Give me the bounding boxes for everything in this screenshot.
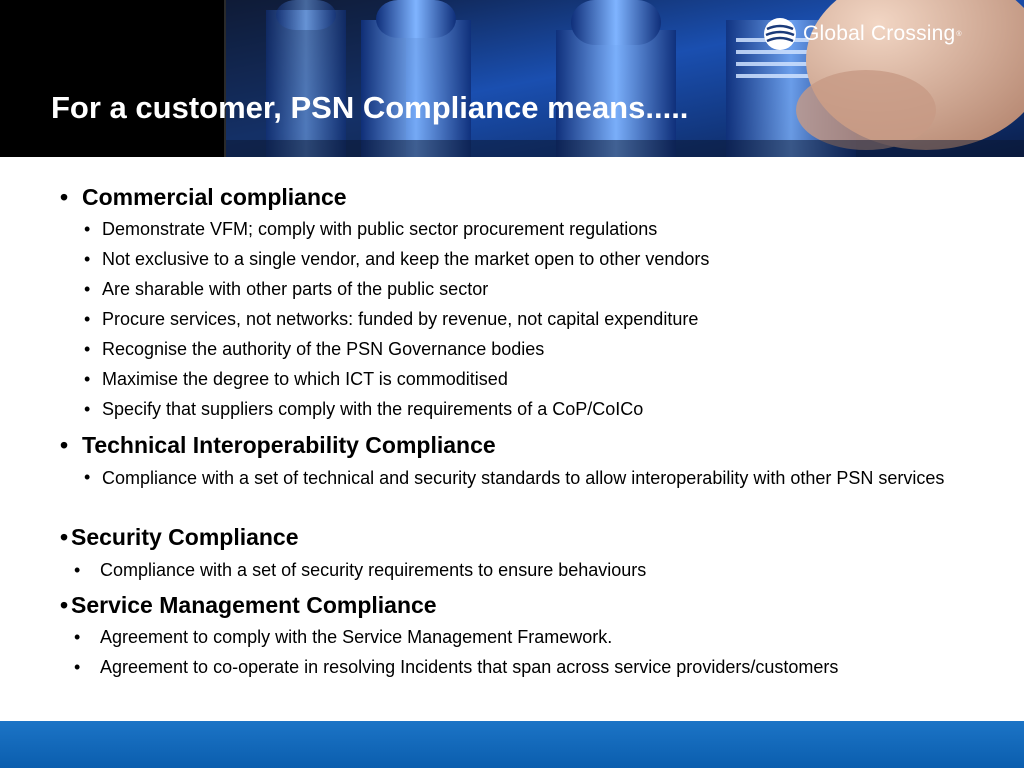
bullet-icon: •: [84, 339, 91, 359]
logo-registered-mark: ®: [956, 30, 962, 38]
bullet-icon: •: [84, 279, 91, 299]
slide-title: For a customer, PSN Compliance means.....: [51, 90, 689, 125]
section-heading: Service Management Compliance: [71, 592, 437, 618]
bullet-icon: •: [84, 369, 91, 389]
list-item: Compliance with a set of technical and security standards to allow interoperability with other PSN services: [102, 468, 945, 488]
bullet-icon: •: [74, 627, 81, 647]
logo-text: Global Crossing: [803, 22, 956, 45]
header-divider: [224, 0, 226, 157]
slide-header: [0, 0, 1024, 157]
bullet-icon: •: [60, 592, 69, 618]
list-item: Agreement to comply with the Service Management Framework.: [100, 627, 613, 647]
section-heading: Commercial compliance: [82, 184, 347, 210]
slide-footer-bar: [0, 721, 1024, 768]
list-item: Procure services, not networks: funded by revenue, not capital expenditure: [102, 309, 699, 329]
bullet-icon: •: [74, 560, 81, 580]
list-item: Specify that suppliers comply with the requirements of a CoP/CoICo: [102, 399, 644, 419]
bullet-icon: •: [60, 432, 69, 458]
section-heading: Technical Interoperability Compliance: [82, 432, 496, 458]
list-item: Demonstrate VFM; comply with public sector procurement regulations: [102, 219, 658, 239]
list-item: Maximise the degree to which ICT is commoditised: [102, 369, 508, 389]
list-item: Compliance with a set of security requirements to ensure behaviours: [100, 560, 647, 580]
list-item: Agreement to co-operate in resolving Incidents that span across service providers/customers: [100, 657, 839, 677]
bullet-icon: •: [84, 399, 91, 419]
bullet-icon: •: [84, 309, 91, 329]
bullet-icon: •: [84, 467, 91, 487]
bullet-icon: •: [60, 524, 69, 550]
global-crossing-globe-icon: [763, 17, 797, 51]
bullet-icon: •: [60, 184, 69, 210]
list-item: Recognise the authority of the PSN Governance bodies: [102, 339, 545, 359]
bullet-icon: •: [84, 249, 91, 269]
bullet-icon: •: [74, 657, 81, 677]
global-crossing-logo: [763, 16, 962, 52]
list-item: Are sharable with other parts of the public sector: [102, 279, 489, 299]
bullet-icon: •: [84, 219, 91, 239]
section-heading: Security Compliance: [71, 524, 299, 550]
list-item: Not exclusive to a single vendor, and keep the market open to other vendors: [102, 249, 710, 269]
